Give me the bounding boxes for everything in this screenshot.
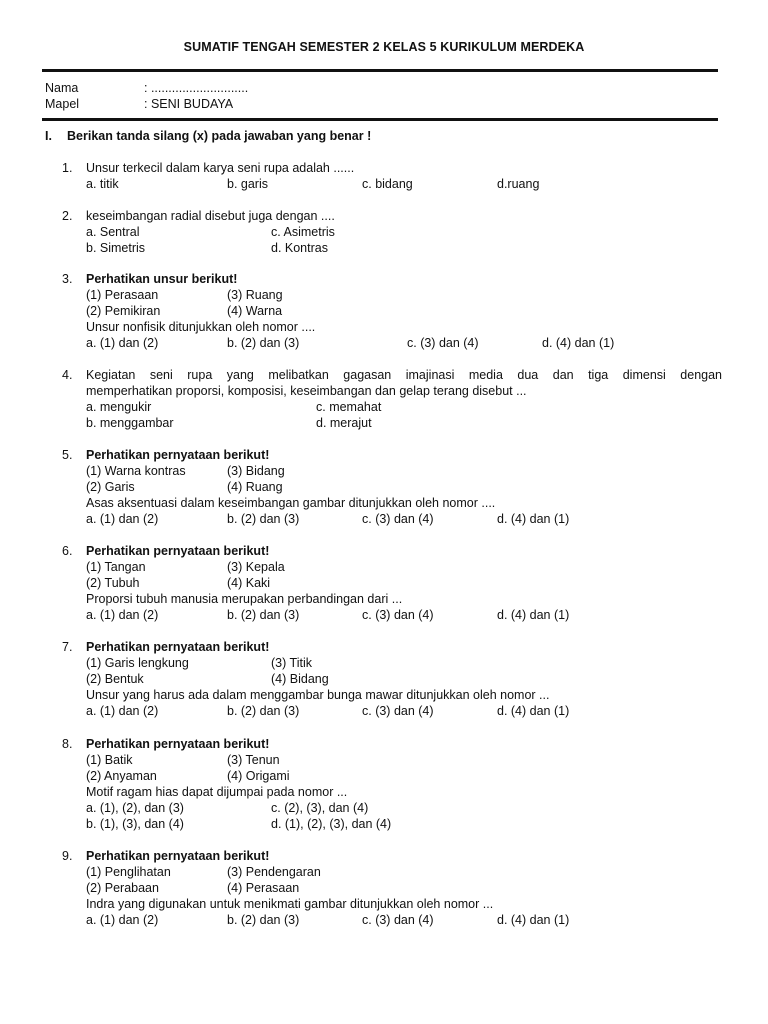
question-number: 2. — [62, 209, 73, 223]
option-b[interactable]: b. garis — [227, 177, 268, 191]
option-c[interactable]: c. (3) dan (4) — [362, 913, 434, 927]
statement-item: (3) Pendengaran — [227, 865, 321, 879]
statement-item: (1) Batik — [86, 753, 133, 767]
question-5 — [0, 447, 768, 527]
option-d[interactable]: d. (4) dan (1) — [542, 336, 615, 350]
question-number: 3. — [62, 272, 73, 286]
option-a[interactable]: a. (1) dan (2) — [86, 704, 159, 718]
question-stem: Kegiatan seni rupa yang melibatkan gagasan imajinasi media dua dan tiga dimensi dengan — [86, 368, 722, 382]
statement-item: (2) Garis — [86, 480, 135, 494]
question-text: Motif ragam hias dapat dijumpai pada nomor ... — [86, 785, 348, 799]
statement-item: (2) Tubuh — [86, 576, 140, 590]
question-text: Unsur nonfisik ditunjukkan oleh nomor .... — [86, 320, 316, 334]
statement-item: (2) Anyaman — [86, 769, 157, 783]
option-a[interactable]: a. (1) dan (2) — [86, 336, 159, 350]
top-divider — [42, 69, 718, 72]
section-number: I. — [45, 129, 52, 143]
statement-item: (4) Kaki — [227, 576, 271, 590]
option-b[interactable]: b. menggambar — [86, 416, 174, 430]
statement-item: (2) Bentuk — [86, 672, 144, 686]
statement-item: (3) Tenun — [227, 753, 280, 767]
option-a[interactable]: a. (1), (2), dan (3) — [86, 801, 184, 815]
question-stem: Perhatikan pernyataan berikut! — [86, 448, 270, 462]
statement-item: (1) Penglihatan — [86, 865, 171, 879]
question-text: Asas aksentuasi dalam keseimbangan gambar ditunjukkan oleh nomor .... — [86, 496, 496, 510]
question-stem: Perhatikan pernyataan berikut! — [86, 849, 270, 863]
option-c[interactable]: c. bidang — [362, 177, 413, 191]
statement-item: (1) Warna kontras — [86, 464, 186, 478]
statement-item: (3) Titik — [271, 656, 312, 670]
option-d[interactable]: d. (4) dan (1) — [497, 913, 570, 927]
section-instruction: Berikan tanda silang (x) pada jawaban yang benar ! — [67, 129, 372, 143]
option-c[interactable]: c. memahat — [316, 400, 382, 414]
bottom-divider — [42, 118, 718, 121]
statement-item: (2) Perabaan — [86, 881, 159, 895]
statement-item: (1) Perasaan — [86, 288, 159, 302]
section-heading — [45, 129, 371, 143]
option-d[interactable]: d. merajut — [316, 416, 372, 430]
option-b[interactable]: b. (2) dan (3) — [227, 512, 300, 526]
option-b[interactable]: b. (2) dan (3) — [227, 608, 300, 622]
option-a[interactable]: a. titik — [86, 177, 119, 191]
option-c[interactable]: c. (3) dan (4) — [362, 608, 434, 622]
question-number: 9. — [62, 849, 73, 863]
question-stem: Unsur terkecil dalam karya seni rupa adalah ...... — [86, 161, 355, 175]
question-text: Unsur yang harus ada dalam menggambar bunga mawar ditunjukkan oleh nomor ... — [86, 688, 550, 702]
question-number: 6. — [62, 544, 73, 558]
question-7 — [0, 639, 768, 719]
statement-item: (4) Bidang — [271, 672, 329, 686]
question-stem: Perhatikan pernyataan berikut! — [86, 640, 270, 654]
statement-item: (3) Ruang — [227, 288, 283, 302]
option-b[interactable]: b. (2) dan (3) — [227, 913, 300, 927]
option-d[interactable]: d. (4) dan (1) — [497, 608, 570, 622]
option-a[interactable]: a. mengukir — [86, 400, 152, 414]
option-b[interactable]: b. Simetris — [86, 241, 146, 255]
option-c[interactable]: c. (3) dan (4) — [362, 704, 434, 718]
mapel-value: : SENI BUDAYA — [144, 97, 234, 111]
question-text: Indra yang digunakan untuk menikmati gambar ditunjukkan oleh nomor ... — [86, 897, 494, 911]
question-8 — [0, 736, 768, 832]
question-number: 1. — [62, 161, 73, 175]
statement-item: (4) Warna — [227, 304, 283, 318]
question-stem: Perhatikan pernyataan berikut! — [86, 544, 270, 558]
statement-item: (1) Garis lengkung — [86, 656, 189, 670]
option-a[interactable]: a. (1) dan (2) — [86, 608, 159, 622]
question-6 — [0, 543, 768, 623]
question-4 — [0, 367, 768, 431]
option-d[interactable]: d.ruang — [497, 177, 540, 191]
option-a[interactable]: a. (1) dan (2) — [86, 913, 159, 927]
statement-item: (1) Tangan — [86, 560, 146, 574]
option-b[interactable]: b. (1), (3), dan (4) — [86, 817, 184, 831]
question-number: 4. — [62, 368, 73, 382]
question-text: Proporsi tubuh manusia merupakan perbandingan dari ... — [86, 592, 403, 606]
option-d[interactable]: d. (1), (2), (3), dan (4) — [271, 817, 392, 831]
question-9 — [0, 848, 768, 928]
question-stem: Perhatikan unsur berikut! — [86, 272, 238, 286]
statement-item: (4) Ruang — [227, 480, 283, 494]
option-b[interactable]: b. (2) dan (3) — [227, 704, 300, 718]
question-1 — [0, 160, 768, 192]
nama-field[interactable]: : ............................ — [144, 81, 249, 95]
option-a[interactable]: a. Sentral — [86, 225, 140, 239]
question-number: 5. — [62, 448, 73, 462]
option-a[interactable]: a. (1) dan (2) — [86, 512, 159, 526]
question-stem: Perhatikan pernyataan berikut! — [86, 737, 270, 751]
option-c[interactable]: c. (2), (3), dan (4) — [271, 801, 369, 815]
option-c[interactable]: c. (3) dan (4) — [407, 336, 479, 350]
option-b[interactable]: b. (2) dan (3) — [227, 336, 300, 350]
page-title: SUMATIF TENGAH SEMESTER 2 KELAS 5 KURIKULUM MERDEKA — [183, 40, 585, 54]
question-stem-continued: memperhatikan proporsi, komposisi, keseimbangan dan gelap terang disebut ... — [86, 384, 527, 398]
question-number: 7. — [62, 640, 73, 654]
option-c[interactable]: c. (3) dan (4) — [362, 512, 434, 526]
mapel-label: Mapel — [45, 97, 80, 111]
question-2 — [0, 208, 768, 256]
option-d[interactable]: d. (4) dan (1) — [497, 512, 570, 526]
statement-item: (3) Bidang — [227, 464, 285, 478]
statement-item: (3) Kepala — [227, 560, 285, 574]
statement-item: (4) Origami — [227, 769, 290, 783]
option-d[interactable]: d. Kontras — [271, 241, 328, 255]
option-d[interactable]: d. (4) dan (1) — [497, 704, 570, 718]
question-stem: keseimbangan radial disebut juga dengan .... — [86, 209, 335, 223]
question-3 — [0, 271, 768, 351]
nama-label: Nama — [45, 81, 79, 95]
question-number: 8. — [62, 737, 73, 751]
statement-item: (4) Perasaan — [227, 881, 300, 895]
option-c[interactable]: c. Asimetris — [271, 225, 335, 239]
statement-item: (2) Pemikiran — [86, 304, 161, 318]
